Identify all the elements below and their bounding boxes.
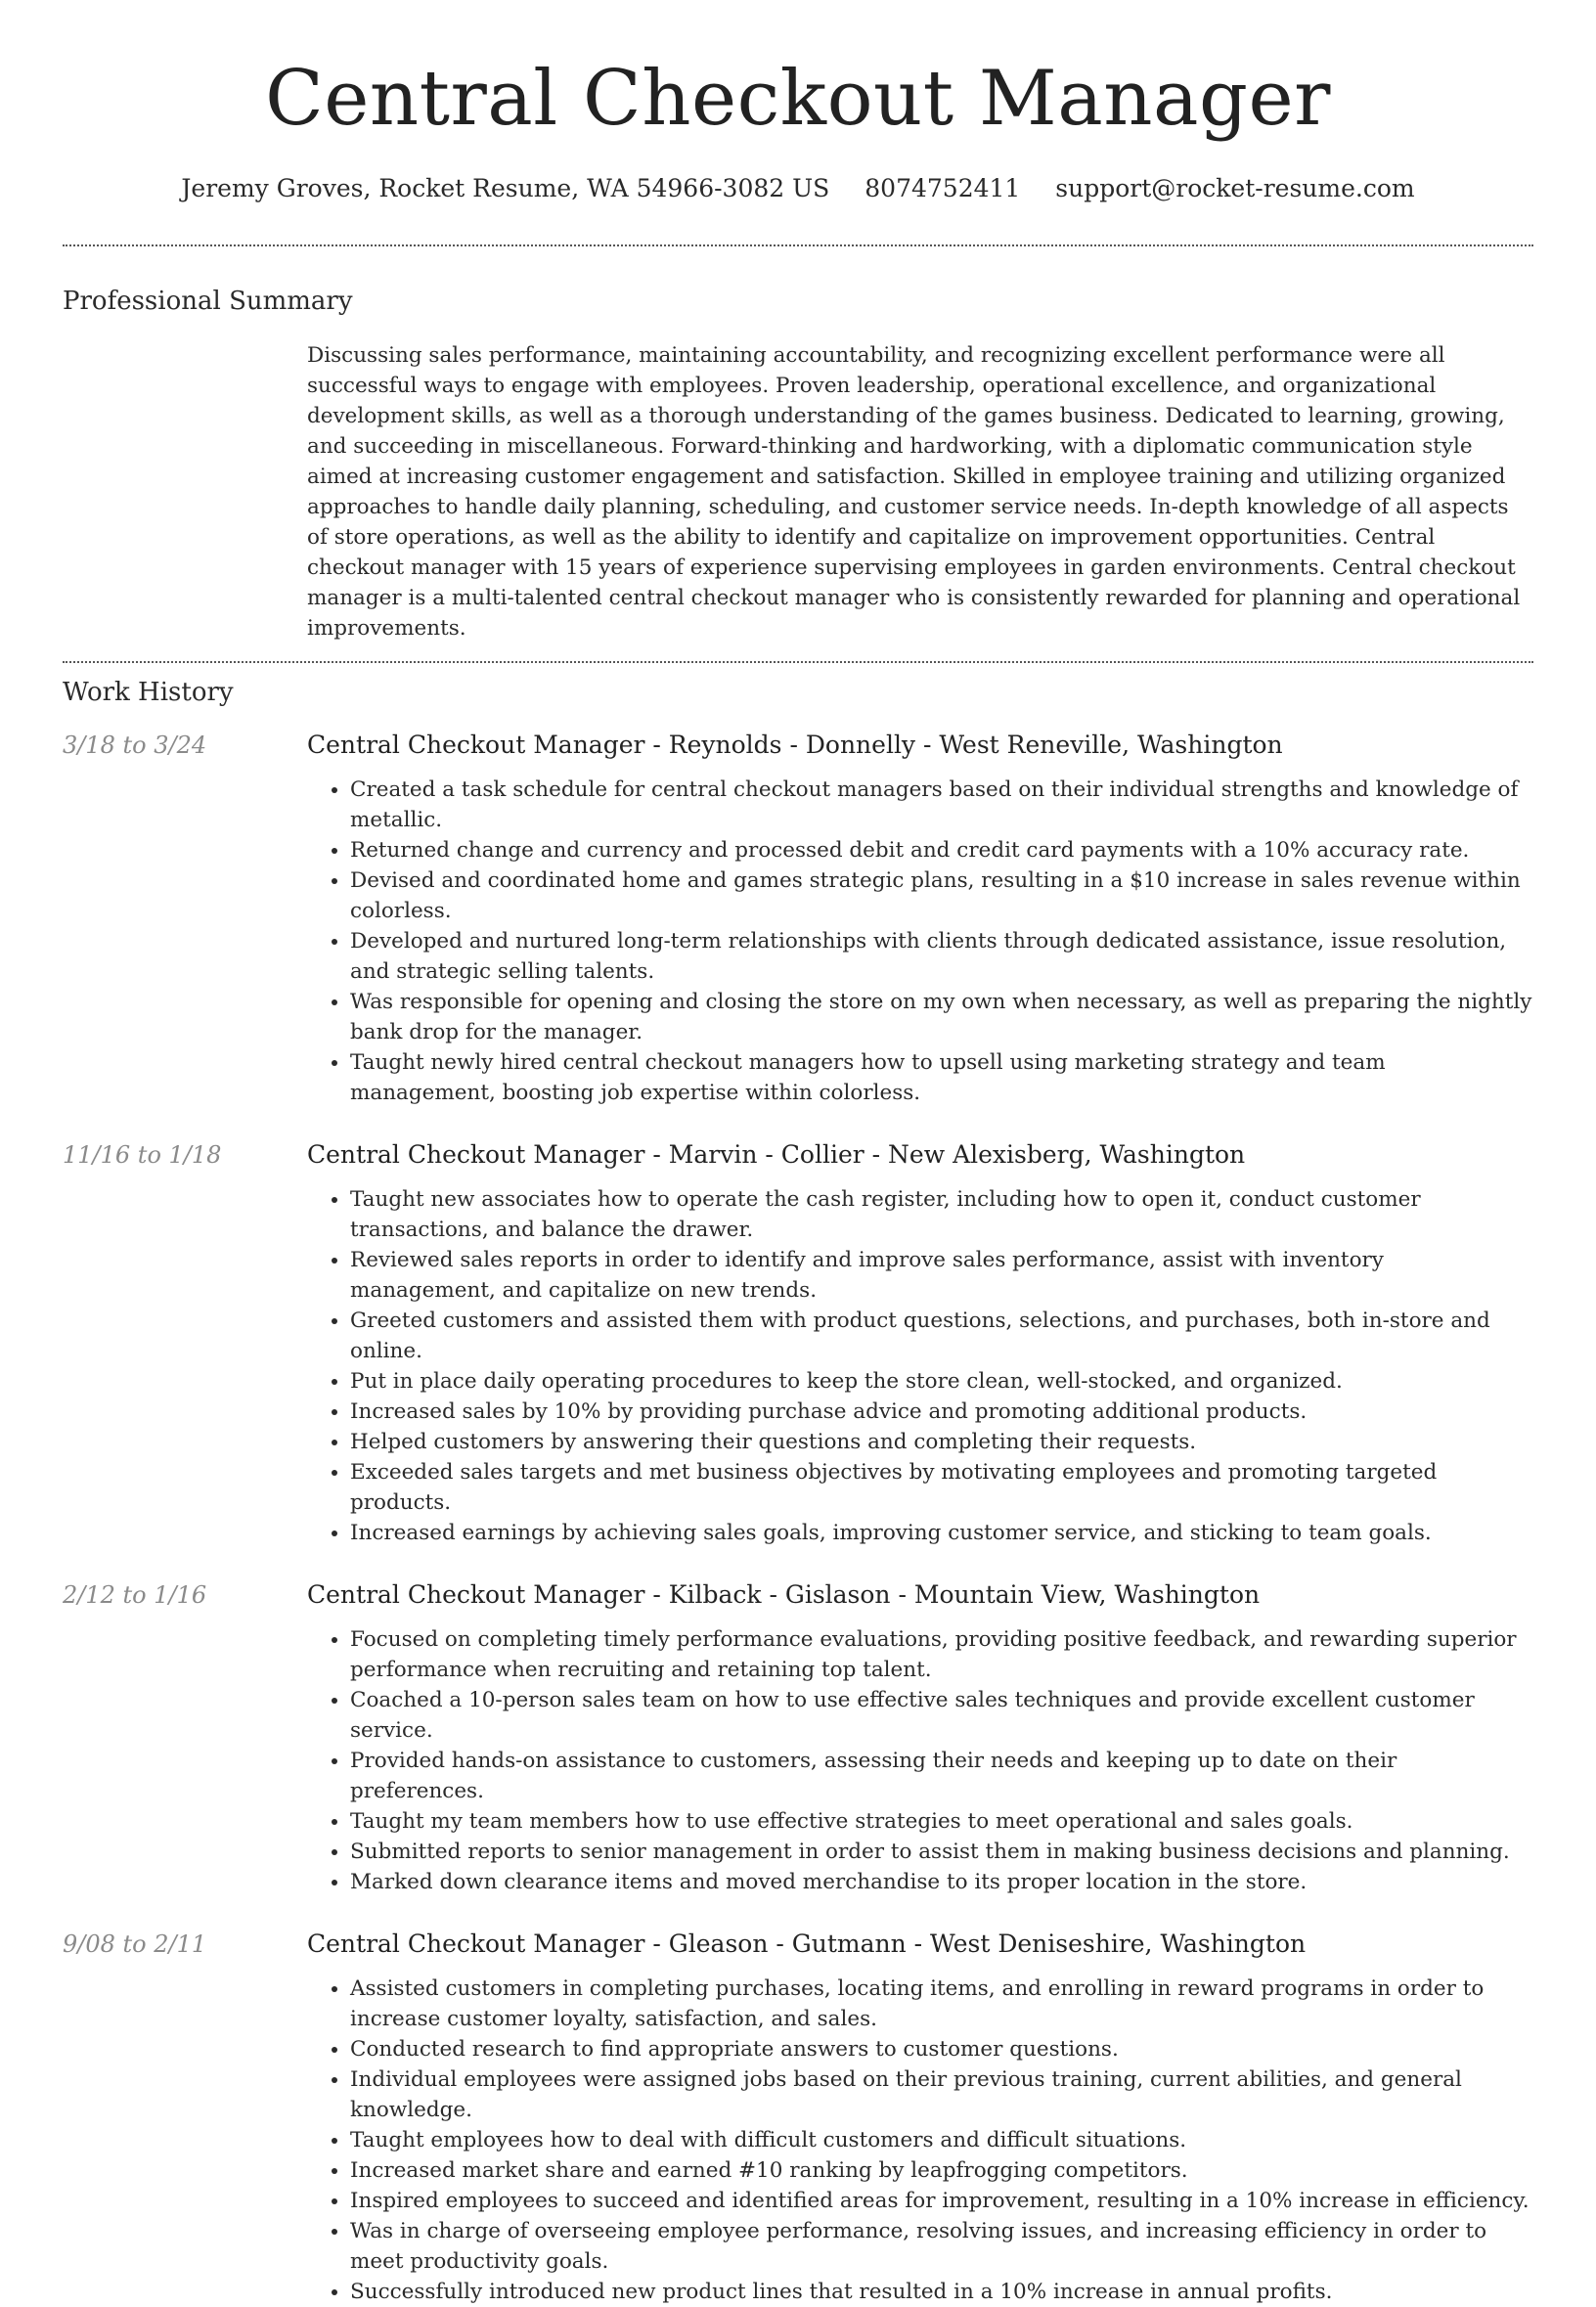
job-dates: 3/18 to 3/24 <box>63 732 207 759</box>
list-item: • Successfully introduced new product lines that resulted in a 10% increase in annual profits. <box>350 2277 1533 2307</box>
list-item: • Taught new associates how to operate the cash register, including how to open it, conduct customer transactions, and balance the drawer. <box>350 1184 1533 1245</box>
job-body <box>307 728 1533 1108</box>
job-bullets <box>307 1184 1533 1548</box>
list-item: • Created a task schedule for central checkout managers based on their individual strengths and knowledge of metallic. <box>350 775 1533 835</box>
resume-title: Central Checkout Manager <box>265 55 1331 143</box>
contact-phone: 8074752411 <box>864 174 1021 202</box>
list-item: • Taught newly hired central checkout managers how to upsell using marketing strategy and team management, boosting job expertise within colorless. <box>350 1047 1533 1108</box>
list-item: • Conducted research to find appropriate answers to customer questions. <box>350 2034 1533 2064</box>
list-item: • Increased earnings by achieving sales goals, improving customer service, and sticking to team goals. <box>350 1518 1533 1548</box>
list-item: • Taught my team members how to use effective strategies to meet operational and sales goals. <box>350 1806 1533 1837</box>
list-item: • Developed and nurtured long-term relationships with clients through dedicated assistance, issue resolution, and strategic selling talents. <box>350 926 1533 987</box>
job-dates: 2/12 to 1/16 <box>63 1581 207 1609</box>
list-item: • Marked down clearance items and moved merchandise to its proper location in the store. <box>350 1867 1533 1897</box>
list-item: • Put in place daily operating procedures to keep the store clean, well-stocked, and organized. <box>350 1366 1533 1397</box>
job-body <box>307 1927 1533 2307</box>
job-entry <box>63 1137 1533 1548</box>
job-bullets <box>307 775 1533 1108</box>
list-item: • Devised and coordinated home and games strategic plans, resulting in a $10 increase in sales revenue within colorless. <box>350 865 1533 926</box>
list-item: • Returned change and currency and processed debit and credit card payments with a 10% accuracy rate. <box>350 835 1533 865</box>
job-dates: 9/08 to 2/11 <box>63 1930 207 1958</box>
work-history-heading: Work History <box>63 678 234 707</box>
list-item: • Increased market share and earned #10 ranking by leapfrogging competitors. <box>350 2155 1533 2186</box>
list-item: • Was responsible for opening and closing the store on my own when necessary, as well as preparing the nightly bank drop for the manager. <box>350 987 1533 1047</box>
list-item: • Individual employees were assigned jobs based on their previous training, current abilities, and general knowledge. <box>350 2064 1533 2125</box>
job-bullets <box>307 1974 1533 2307</box>
list-item: • Assisted customers in completing purchases, locating items, and enrolling in reward programs in order to increase customer loyalty, satisfaction, and sales. <box>350 1974 1533 2034</box>
summary-text: Discussing sales performance, maintaining accountability, and recognizing excellent performance were all successful ways to engage with employees. Proven leadership, operational excellence, and organizational development skills, as well as a thorough understanding of the games business. Dedicated to learning, growing, and succeeding in miscellaneous. Forward-thinking and hardworking, with a diplomatic communication style aimed at increasing customer engagement and satisfaction. Skilled in employee training and utilizing organized approaches to handle daily planning, scheduling, and customer service needs. In-depth knowledge of all aspects of store operations, as well as the ability to identify and capitalize on improvement opportunities. Central checkout manager with 15 years of experience supervising employees in garden environments. Central checkout manager is a multi-talented central checkout manager who is consistently rewarded for planning and operational improvements. <box>307 343 1521 641</box>
job-dates: 11/16 to 1/18 <box>63 1141 222 1169</box>
section-divider <box>63 661 1533 663</box>
summary-heading: Professional Summary <box>63 287 353 316</box>
contact-address: Jeremy Groves, Rocket Resume, WA 54966-3082 US <box>181 174 830 202</box>
list-item: • Taught employees how to deal with difficult customers and difficult situations. <box>350 2125 1533 2155</box>
job-heading: Central Checkout Manager - Kilback - Gislason - Mountain View, Washington <box>307 1580 1261 1609</box>
list-item: • Exceeded sales targets and met business objectives by motivating employees and promoting targeted products. <box>350 1457 1533 1518</box>
job-body <box>307 1137 1533 1548</box>
list-item: • Provided hands-on assistance to customers, assessing their needs and keeping up to date on their preferences. <box>350 1746 1533 1806</box>
list-item: • Submitted reports to senior management in order to assist them in making business decisions and planning. <box>350 1837 1533 1867</box>
job-body <box>307 1577 1533 1897</box>
list-item: • Reviewed sales reports in order to identify and improve sales performance, assist with inventory management, and capitalize on new trends. <box>350 1245 1533 1306</box>
job-entry <box>63 1927 1533 2307</box>
job-entry <box>63 728 1533 1108</box>
job-heading: Central Checkout Manager - Marvin - Collier - New Alexisberg, Washington <box>307 1140 1246 1169</box>
list-item: • Coached a 10-person sales team on how to use effective sales techniques and provide excellent customer service. <box>350 1685 1533 1746</box>
section-divider <box>63 244 1533 246</box>
list-item: • Was in charge of overseeing employee performance, resolving issues, and increasing efficiency in order to meet productivity goals. <box>350 2216 1533 2277</box>
job-bullets <box>307 1624 1533 1897</box>
list-item: • Increased sales by 10% by providing purchase advice and promoting additional products. <box>350 1397 1533 1427</box>
contact-email: support@rocket-resume.com <box>1055 174 1415 202</box>
list-item: • Focused on completing timely performance evaluations, providing positive feedback, and rewarding superior performance when recruiting and retaining top talent. <box>350 1624 1533 1685</box>
list-item: • Inspired employees to succeed and identified areas for improvement, resulting in a 10% increase in efficiency. <box>350 2186 1533 2216</box>
job-heading: Central Checkout Manager - Reynolds - Donnelly - West Reneville, Washington <box>307 731 1283 759</box>
job-entry <box>63 1577 1533 1897</box>
list-item: • Greeted customers and assisted them with product questions, selections, and purchases, both in-store and online. <box>350 1306 1533 1366</box>
list-item: • Helped customers by answering their questions and completing their requests. <box>350 1427 1533 1457</box>
job-heading: Central Checkout Manager - Gleason - Gutmann - West Deniseshire, Washington <box>307 1930 1307 1958</box>
contact-line <box>63 172 1533 205</box>
